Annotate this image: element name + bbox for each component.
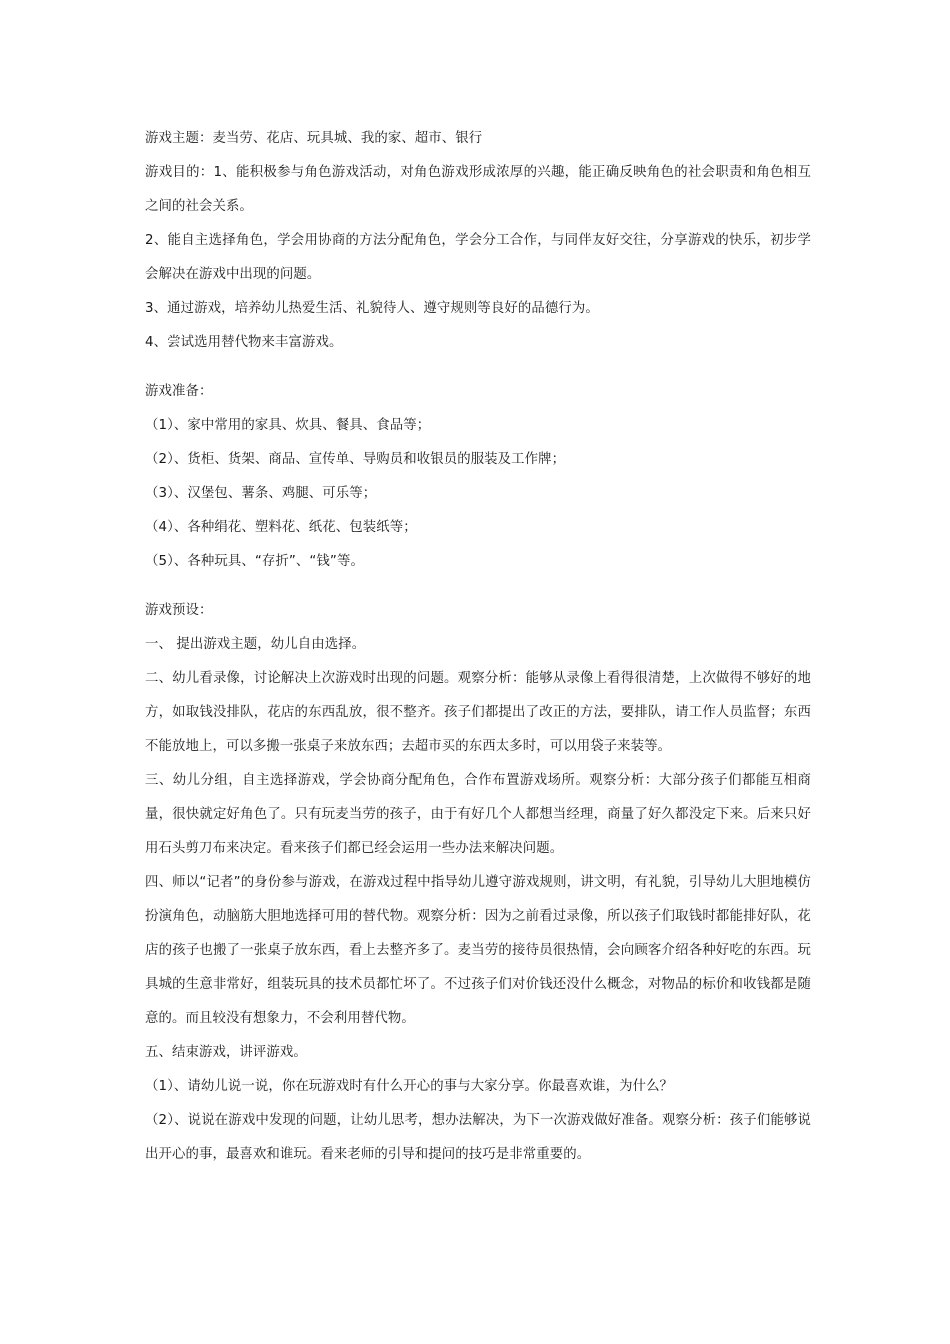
prep-title: 游戏准备： [145,384,213,399]
plan-item: 四、师以“记者”的身份参与游戏，在游戏过程中指导幼儿遵守游戏规则，讲文明，有礼貌，引导幼儿大胆地模仿扮演角色，动脑筋大胆地选择可用的替代物。观察分析：因为之前看过录像，所以孩子们取钱时都能排好队，花店的孩子也搬了一张桌子放东西，看上去整齐多了。麦当劳的接待员很热情，会向顾客介绍各种好吃的东西。玩具城的生意非常好，组装玩具的技术员都忙坏了。不过孩子们对价钱还没什么概念，对物品的标价和收钱都是随意的。而且较没有想象力，不会利用替代物。 [145,875,811,1026]
prep-item: （2）、货柜、货架、商品、宣传单、导购员和收银员的服装及工作牌； [145,452,566,467]
plan-item: （2）、说说在游戏中发现的问题，让幼儿思考，想办法解决，为下一次游戏做好准备。观察分析：孩子们能够说出开心的事，最喜欢和谁玩。看来老师的引导和提问的技巧是非常重要的。 [145,1113,811,1162]
prep-item: （4）、各种绢花、塑料花、纸花、包装纸等； [145,520,417,535]
goal-paragraph: 2、能自主选择角色，学会用协商的方法分配角色，学会分工合作，与同伴友好交往，分享游戏的快乐，初步学会解决在游戏中出现的问题。 [145,233,811,282]
goal-paragraph: 游戏目的：1、能积极参与角色游戏活动，对角色游戏形成浓厚的兴趣，能正确反映角色的社会职责和角色相互之间的社会关系。 [145,165,811,214]
plan-title: 游戏预设： [145,603,213,618]
goal-paragraph: 3、通过游戏，培养幼儿热爱生活、礼貌待人、遵守规则等良好的品德行为。 [145,301,599,316]
prep-item: （1）、家中常用的家具、炊具、餐具、食品等； [145,418,431,433]
goal-paragraph: 4、尝试选用替代物来丰富游戏。 [145,335,343,350]
section-gap [145,579,811,594]
prep-item: （3）、汉堡包、薯条、鸡腿、可乐等； [145,486,377,501]
plan-item: 三、幼儿分组，自主选择游戏，学会协商分配角色，合作布置游戏场所。观察分析：大部分孩子们都能互相商量，很快就定好角色了。只有玩麦当劳的孩子，由于有好几个人都想当经理，商量了好久都没定下来。后来只好用石头剪刀布来决定。看来孩子们都已经会运用一些办法来解决问题。 [145,773,811,856]
plan-item: 二、幼儿看录像，讨论解决上次游戏时出现的问题。观察分析：能够从录像上看得很清楚，上次做得不够好的地方，如取钱没排队，花店的东西乱放，很不整齐。孩子们都提出了改正的方法，要排队，请工作人员监督；东西不能放地上，可以多搬一张桌子来放东西；去超市买的东西太多时，可以用袋子来装等。 [145,671,811,754]
plan-item: 五、结束游戏，讲评游戏。 [145,1045,307,1060]
prep-item: （5）、各种玩具、“存折”、“钱”等。 [145,554,364,569]
theme-line: 游戏主题：麦当劳、花店、玩具城、我的家、超市、银行 [145,131,483,146]
plan-item: （1）、请幼儿说一说，你在玩游戏时有什么开心的事与大家分享。你最喜欢谁，为什么？ [145,1079,674,1094]
document-page [145,122,811,1172]
section-gap [145,360,811,375]
plan-item: 一、 提出游戏主题，幼儿自由选择。 [145,637,366,652]
